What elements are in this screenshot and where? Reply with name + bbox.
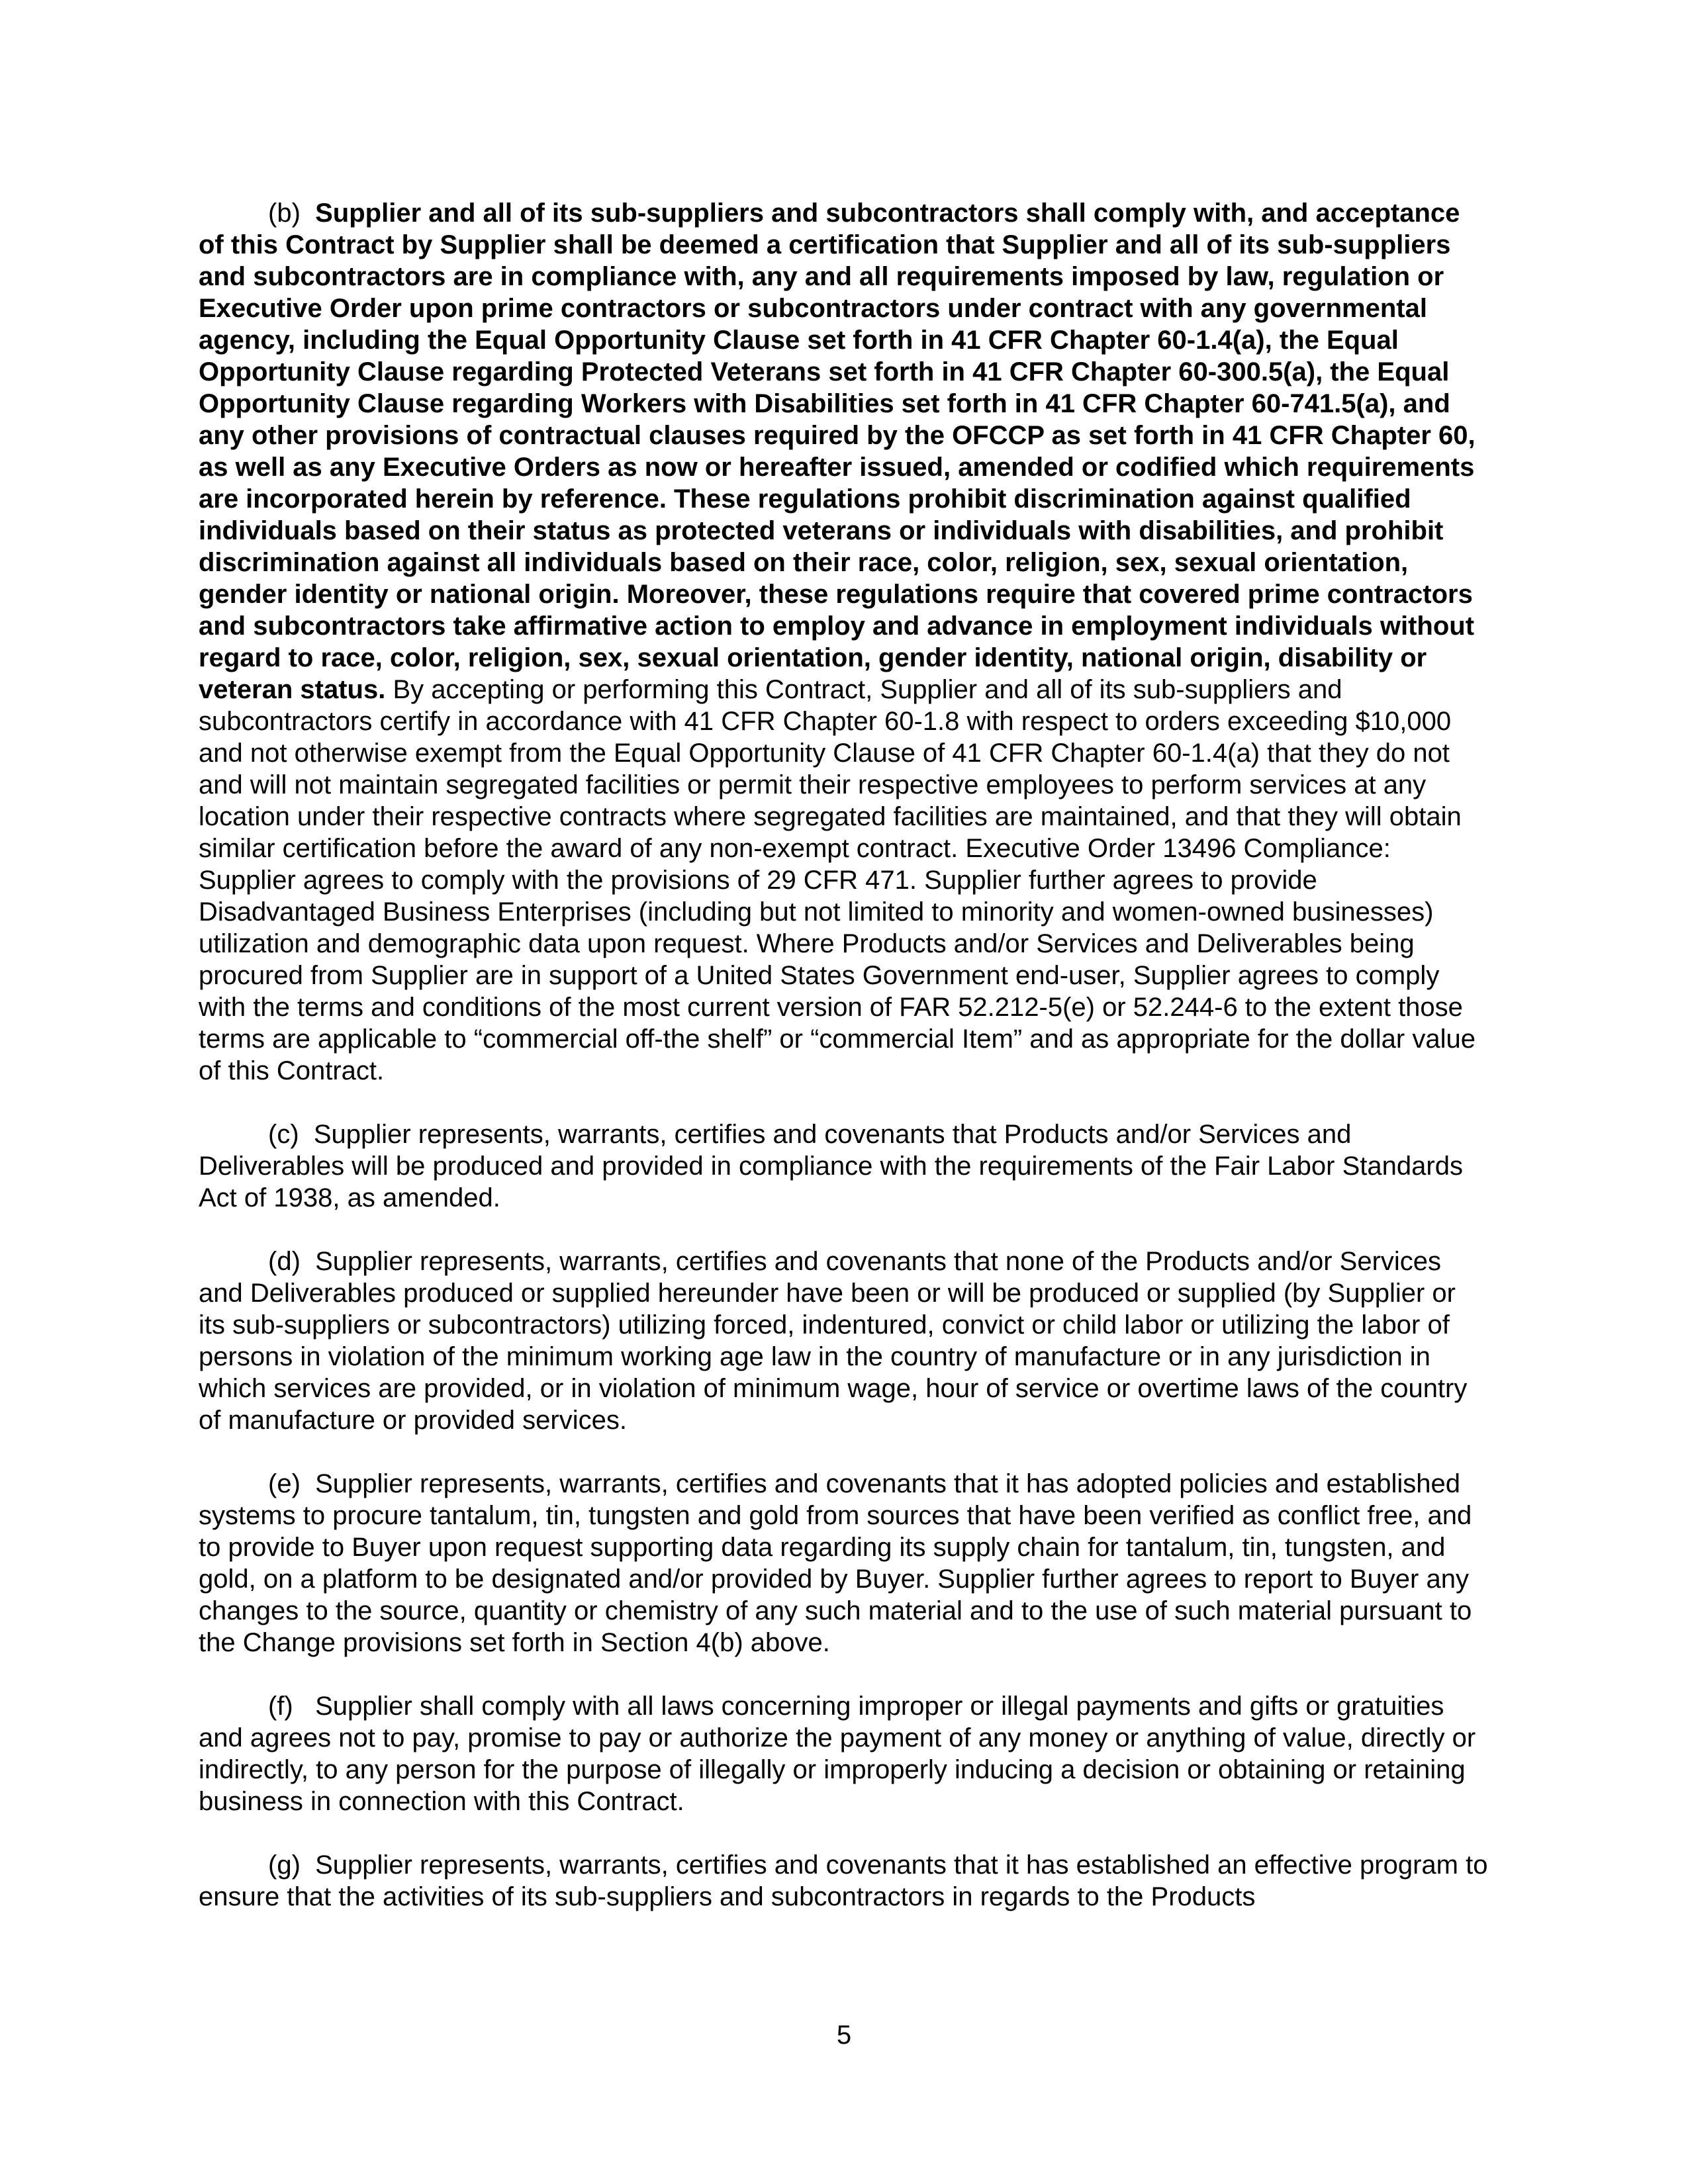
paragraph-text: Supplier represents, warrants, certifies and covenants that none of the Products and/or Services and Deliverables produced or supplied hereunder have been or will be produced or supplied (by Supplier or its sub-suppliers or subcontractors) utilizing forced, indentured, convict or child labor or utilizing the labor of persons in violation of the minimum working age law in the country of manufacture or in any jurisdiction in which services are provided, or in violation of minimum wage, hour of service or overtime laws of the country of manufacture or provided services. bbox=[199, 1247, 1468, 1435]
paragraph-text: Supplier represents, warrants, certifies and covenants that Products and/or Services and Deliverables will be produced and provided in compliance with the requirements of the Fair Labor Standards Act of 1938, as amended. bbox=[199, 1120, 1463, 1212]
document-body bbox=[199, 197, 1489, 1944]
paragraph-label: (g) bbox=[268, 1850, 301, 1880]
paragraph-text: Supplier represents, warrants, certifies and covenants that it has adopted policies and established systems to procure tantalum, tin, tungsten and gold from sources that have been verified as conflict free, and to provide to Buyer upon request supporting data regarding its supply chain for tantalum, tin, tungsten, and gold, on a platform to be designated and/or provided by Buyer. Supplier further agrees to report to Buyer any changes to the source, quantity or chemistry of any such material and to the use of such material pursuant to the Change provisions set forth in Section 4(b) above. bbox=[199, 1469, 1472, 1657]
paragraph-label: (d) bbox=[268, 1247, 301, 1276]
paragraph-text: By accepting or performing this Contract, Supplier and all of its sub-suppliers and subcontractors certify in accordance with 41 CFR Chapter 60-1.8 with respect to orders exceeding $10,000 and not otherwise exempt from the Equal Opportunity Clause of 41 CFR Chapter 60-1.4(a) that they do not and will not maintain segregated facilities or permit their respective employees to perform services at any location under their respective contracts where segregated facilities are maintained, and that they will obtain similar certification before the award of any non-exempt contract. Executive Order 13496 Compliance: Supplier agrees to comply with the provisions of 29 CFR 471. Supplier further agrees to provide Disadvantaged Business Enterprises (including but not limited to minority and women-owned businesses) utilization and demographic data upon request. Where Products and/or Services and Deliverables being procured from Supplier are in support of a United States Government end-user, Supplier agrees to comply with the terms and conditions of the most current version of FAR 52.212-5(e) or 52.244-6 to the extent those terms are applicable to “commercial off-the shelf” or “commercial Item” and as appropriate for the dollar value of this Contract. bbox=[199, 675, 1476, 1085]
paragraph-text: Supplier represents, warrants, certifies and covenants that it has established an effective program to ensure that the activities of its sub-suppliers and subcontractors in regards to the Products bbox=[199, 1850, 1488, 1911]
paragraph-e bbox=[199, 1468, 1489, 1659]
paragraph-bold-text: Supplier and all of its sub-suppliers and subcontractors shall comply with, and acceptance of this Contract by Supplier shall be deemed a certification that Supplier and all of its sub-suppliers and subcontractors are in compliance with, any and all requirements imposed by law, regulation or Executive Order upon prime contractors or subcontractors under contract with any governmental agency, including the Equal Opportunity Clause set forth in 41 CFR Chapter 60-1.4(a), the Equal Opportunity Clause regarding Protected Veterans set forth in 41 CFR Chapter 60-300.5(a), the Equal Opportunity Clause regarding Workers with Disabilities set forth in 41 CFR Chapter 60-741.5(a), and any other provisions of contractual clauses required by the OFCCP as set forth in 41 CFR Chapter 60, as well as any Executive Orders as now or hereafter issued, amended or codified which requirements are incorporated herein by reference. These regulations prohibit discrimination against qualified individuals based on their status as protected veterans or individuals with disabilities, and prohibit discrimination against all individuals based on their race, color, religion, sex, sexual orientation, gender identity or national origin. Moreover, these regulations require that covered prime contractors and subcontractors take affirmative action to employ and advance in employment individuals without regard to race, color, religion, sex, sexual orientation, gender identity, national origin, disability or veteran status. bbox=[199, 199, 1476, 704]
paragraph-text: Supplier shall comply with all laws concerning improper or illegal payments and gifts or gratuities and agrees not to pay, promise to pay or authorize the payment of any money or anything of value, directly or indirectly, to any person for the purpose of illegally or improperly inducing a decision or obtaining or retaining business in connection with this Contract. bbox=[199, 1692, 1476, 1816]
paragraph-label: (b) bbox=[268, 199, 301, 228]
paragraph-d bbox=[199, 1246, 1489, 1436]
paragraph-label: (c) bbox=[268, 1120, 299, 1149]
paragraph-c bbox=[199, 1118, 1489, 1214]
paragraph-f bbox=[199, 1690, 1489, 1817]
paragraph-g bbox=[199, 1849, 1489, 1913]
paragraph-label: (e) bbox=[268, 1469, 301, 1498]
paragraph-b bbox=[199, 197, 1489, 1087]
paragraph-label: (f) bbox=[268, 1692, 293, 1721]
page-number: 5 bbox=[836, 2021, 852, 2050]
